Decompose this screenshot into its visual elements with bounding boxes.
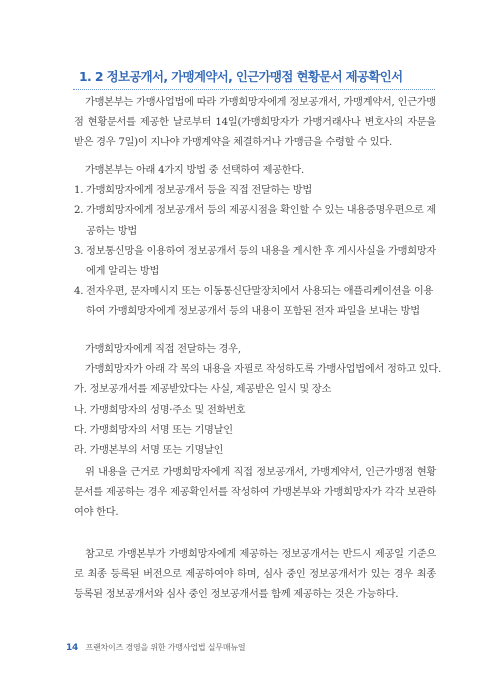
handwritten-item: 가. 정보공개서를 제공받았다는 사실, 제공받은 일시 및 장소 — [74, 384, 332, 396]
method-number: 2. — [74, 205, 84, 217]
method-item — [74, 181, 436, 201]
method-number: 4. — [74, 286, 84, 298]
handwritten-item: 다. 가맹희망자의 서명 또는 기명날인 — [74, 424, 233, 436]
section-heading: 1. 2 정보공개서, 가맹계약서, 인근가맹점 현황문서 제공확인서 — [79, 69, 403, 84]
method-text: 가맹희망자에게 정보공개서 등을 직접 전달하는 방법 — [86, 185, 312, 197]
method-number: 1. — [74, 185, 84, 197]
direct-title: 가맹희망자에게 직접 전달하는 경우, — [85, 344, 241, 355]
paragraph-waiting-period — [74, 93, 436, 154]
footer-title: 프랜차이즈 경영을 위한 가맹사업법 실무매뉴얼 — [85, 643, 246, 652]
method-text: 전자우편, 문자메시지 또는 이동통신단말장치에서 사용되는 애플리케이션을 이용하여 가맹희망자에게 정보공개서 등의 내용이 포함된 전자 파일을 보내는 방법 — [86, 286, 434, 318]
page-footer — [66, 642, 245, 653]
method-item — [74, 282, 436, 322]
methods-list — [74, 181, 436, 322]
method-text: 정보통신망을 이용하여 정보공개서 등의 내용을 게시한 후 게시사실을 가맹희망자에게 알리는 방법 — [86, 245, 437, 278]
method-item — [74, 242, 436, 282]
direct-description: 가맹희망자가 아래 각 목의 내용을 자필로 작성하도록 가맹사업법에서 정하고 있다. — [85, 364, 441, 376]
paragraph-text: 참고로 가맹본부가 가맹희망자에게 제공하는 정보공개서는 반드시 제공일 기준으로 최종 등록된 버전으로 제공하여야 하며, 심사 중인 정보공개서가 있는 경우 최종 등록된 정보공개서와 심사 중인 정보공개서를 함께 제공하는 것은 가능하다. — [74, 549, 436, 601]
method-item — [74, 201, 436, 241]
method-text: 가맹희망자에게 정보공개서 등의 제공시점을 확인할 수 있는 내용증명우편으로 제공하는 방법 — [86, 205, 437, 237]
paragraph-confirmation — [74, 463, 436, 524]
methods-intro: 가맹본부는 아래 4가지 방법 중 선택하여 제공한다. — [85, 165, 304, 176]
paragraph-text: 가맹본부는 가맹사업법에 따라 가맹희망자에게 정보공개서, 가맹계약서, 인근가맹점 현황문서를 제공한 날로부터 14일(가맹희망자가 가맹거래사나 변호사의 자문을 받은 경우 7일)이 지나야 가맹계약을 체결하거나 가맹금을 수령할 수 있다. — [74, 97, 436, 149]
heading-dotted-rule — [73, 89, 435, 90]
handwritten-item: 나. 가맹희망자의 성명·주소 및 전화번호 — [74, 404, 246, 416]
direct-delivery-block — [74, 340, 441, 461]
paragraph-reference — [74, 545, 436, 606]
paragraph-text: 위 내용을 근거로 가맹희망자에게 직접 정보공개서, 가맹계약서, 인근가맹점 현황문서를 제공하는 경우 제공확인서를 작성하여 가맹본부와 가맹희망자가 각각 보관하여야 한다. — [74, 467, 436, 519]
page-number: 14 — [66, 643, 79, 653]
handwritten-items-list — [74, 380, 436, 461]
method-number: 3. — [74, 245, 84, 257]
methods-block — [74, 161, 436, 323]
handwritten-item: 라. 가맹본부의 서명 또는 기명날인 — [74, 445, 224, 457]
